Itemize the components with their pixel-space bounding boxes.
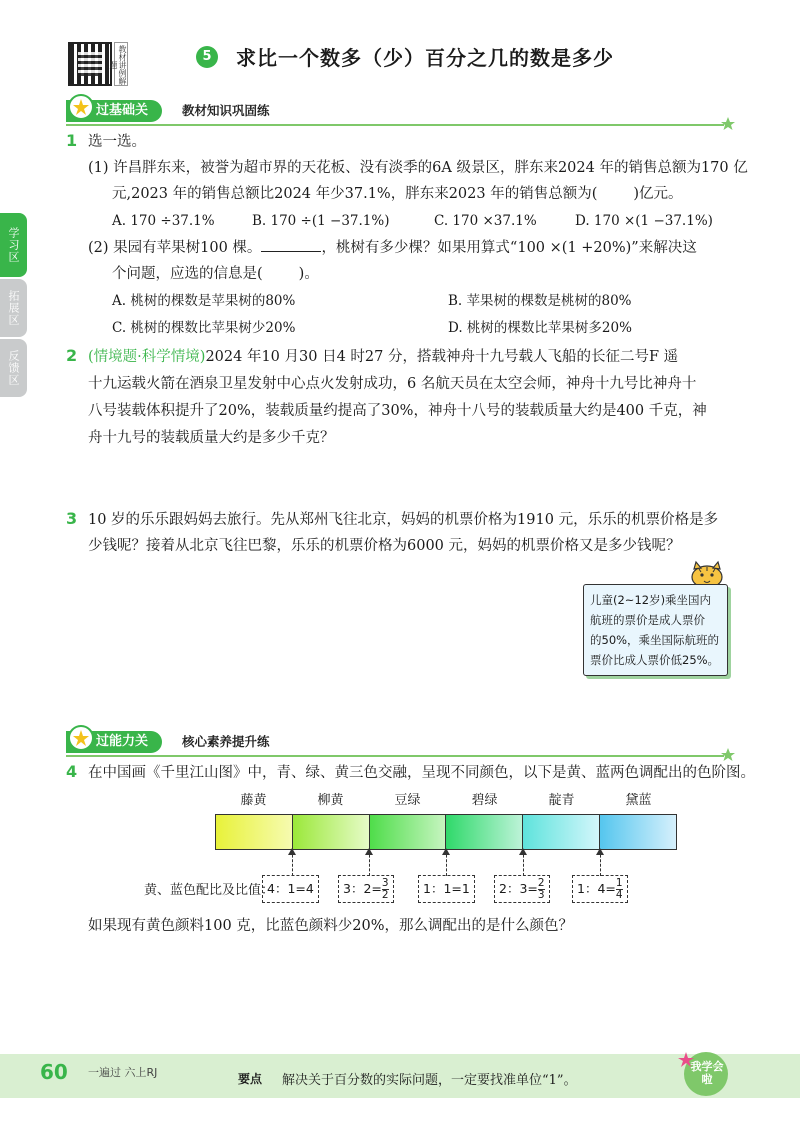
star-badge-icon bbox=[68, 725, 94, 751]
badge-sticker bbox=[676, 1046, 734, 1098]
tab-feedback[interactable]: 反馈区 bbox=[0, 339, 27, 397]
option-d[interactable]: D. 170 ×(1 −37.1%) bbox=[575, 213, 713, 229]
hint-line: 票价比成人票价低25%。 bbox=[590, 653, 720, 667]
arrow-icon bbox=[600, 850, 601, 876]
color-name: 柳黄 bbox=[317, 793, 344, 808]
q1-p2-line2-text: 个问题，应选的信息是( bbox=[112, 266, 263, 282]
q3-line2: 少钱呢？接着从北京飞往巴黎，乐乐的机票价格为6000 元，妈妈的机票价格又是多少钱呢？ bbox=[88, 538, 681, 554]
option-c[interactable]: C. 桃树的棵数比苹果树少20% bbox=[112, 320, 296, 336]
denominator: 3 bbox=[537, 889, 545, 901]
arrow-icon bbox=[446, 850, 447, 876]
q2-line4: 舟十九号的装载质量大约是多少千克？ bbox=[88, 430, 335, 446]
option-d[interactable]: D. 桃树的棵数比苹果树多20% bbox=[448, 320, 632, 336]
question-head: 选一选。 bbox=[88, 134, 146, 150]
star-icon bbox=[720, 116, 736, 132]
question-tag: (情境题·科学情境) bbox=[88, 349, 206, 365]
q2-line1 bbox=[88, 347, 678, 368]
qr-code[interactable] bbox=[68, 42, 112, 86]
q1-p2-line1b: ，桃树有多少棵？如果用算式“100 ×(1 +20%)”来解决这 bbox=[321, 240, 697, 256]
side-tabs bbox=[0, 213, 27, 399]
ratio-box: 4：1=4 bbox=[262, 875, 319, 903]
brand-label: 一遍过 六上RJ bbox=[88, 1066, 158, 1079]
ratio-box: 1：1=1 bbox=[418, 875, 475, 903]
ratio-box bbox=[494, 875, 550, 903]
color-swatch-tenghuang bbox=[216, 815, 293, 849]
fraction bbox=[616, 878, 623, 901]
section-subtitle: 教材知识巩固练 bbox=[182, 103, 270, 118]
footer bbox=[0, 1054, 800, 1098]
option-b[interactable]: B. 170 ÷(1 −37.1%) bbox=[252, 213, 390, 229]
denominator: 4 bbox=[615, 889, 623, 901]
star-badge-icon bbox=[68, 94, 94, 120]
option-a[interactable]: A. 桃树的棵数是苹果树的80% bbox=[112, 293, 296, 309]
color-name: 藤黄 bbox=[240, 793, 267, 808]
page-number: 60 bbox=[40, 1060, 68, 1084]
hint-line: 的50%，乘坐国际航班的 bbox=[590, 633, 720, 647]
question-number: 4 bbox=[66, 762, 78, 781]
ratio-box bbox=[338, 875, 394, 903]
section-header-basic bbox=[66, 100, 736, 122]
sticker-label: 我学会啦 bbox=[690, 1060, 724, 1086]
ratio-text: 1：4= bbox=[577, 881, 616, 896]
tab-study[interactable]: 学习区 bbox=[0, 213, 27, 277]
q1-p2-line2 bbox=[112, 264, 319, 285]
hint-line: 航班的票价是成人票价 bbox=[590, 613, 705, 627]
q1-p2-line1a: (2) 果园有苹果树100 棵。 bbox=[88, 240, 262, 256]
q2-line2: 十九运载火箭在酒泉卫星发射中心点火发射成功，6 名航天员在太空会师，神舟十九号比神舟十 bbox=[88, 376, 697, 392]
color-name: 靛青 bbox=[548, 793, 575, 808]
hint-box bbox=[583, 584, 728, 676]
question-number: 2 bbox=[66, 346, 78, 365]
section-subtitle: 核心素养提升练 bbox=[182, 734, 270, 749]
arrow-icon bbox=[292, 850, 293, 876]
fraction bbox=[538, 878, 545, 901]
page-title: 求比一个数多（少）百分之几的数是多少 bbox=[236, 46, 614, 70]
numerator: 2 bbox=[537, 877, 545, 889]
section-tag bbox=[66, 100, 162, 122]
divider bbox=[66, 755, 724, 757]
color-swatch-bilv bbox=[446, 815, 523, 849]
color-name: 豆绿 bbox=[394, 793, 421, 808]
q3-line1: 10 岁的乐乐跟妈妈去旅行。先从郑州飞往北京，妈妈的机票价格为1910 元，乐乐的机票价格是多 bbox=[88, 512, 719, 528]
question-number: 1 bbox=[66, 131, 78, 150]
key-point-label: 要点 bbox=[238, 1072, 263, 1086]
star-icon bbox=[720, 747, 736, 763]
option-b[interactable]: B. 苹果树的棵数是桃树的80% bbox=[448, 293, 632, 309]
fill-blank[interactable] bbox=[261, 238, 321, 252]
lesson-number: 5 bbox=[196, 46, 218, 68]
ratio-box bbox=[572, 875, 628, 903]
q1-p1-line2 bbox=[112, 184, 683, 205]
q2-line3: 八号装载体积提升了20%，装载质量约提高了30%，神舟十八号的装载质量大约是400 千克，神 bbox=[88, 403, 707, 419]
fraction bbox=[382, 878, 389, 901]
qr-caption: 教材讲例解题 bbox=[114, 42, 128, 86]
color-swatch-liuhuang bbox=[293, 815, 370, 849]
q1-p2-line2-end: )。 bbox=[298, 266, 319, 282]
divider bbox=[66, 124, 724, 126]
key-point-text: 解决关于百分数的实际问题，一定要找准单位“1”。 bbox=[282, 1073, 577, 1088]
q1-p2-line1 bbox=[88, 238, 697, 259]
color-swatch-doulv bbox=[370, 815, 447, 849]
arrow-icon bbox=[523, 850, 524, 876]
color-name: 碧绿 bbox=[471, 793, 498, 808]
q4-line1: 在中国画《千里江山图》中，青、绿、黄三色交融，呈现不同颜色，以下是黄、蓝两色调配出的色阶图。 bbox=[88, 765, 755, 781]
denominator: 2 bbox=[381, 889, 389, 901]
color-name: 黛蓝 bbox=[625, 793, 652, 808]
question-number: 3 bbox=[66, 509, 78, 528]
arrow-icon bbox=[369, 850, 370, 876]
numerator: 1 bbox=[615, 877, 623, 889]
q1-p1-line2-end: )亿元。 bbox=[633, 186, 683, 202]
color-swatch-dailan bbox=[600, 815, 676, 849]
section-tag bbox=[66, 731, 162, 753]
ratio-label: 黄、蓝色配比及比值： bbox=[144, 883, 275, 898]
q1-p1-line2-text: 元,2023 年的销售总额比2024 年少37.1%，胖东来2023 年的销售总额为( bbox=[112, 186, 598, 202]
hint-line: 儿童(2~12岁)乘坐国内 bbox=[590, 593, 712, 607]
q4-question: 如果现有黄色颜料100 克，比蓝色颜料少20%，那么调配出的是什么颜色？ bbox=[88, 918, 574, 934]
color-swatch-dianqing bbox=[523, 815, 600, 849]
section-tag-label: 过能力关 bbox=[96, 734, 149, 749]
color-gradient-strip bbox=[215, 814, 677, 850]
numerator: 3 bbox=[381, 877, 389, 889]
tab-extend[interactable]: 拓展区 bbox=[0, 279, 27, 337]
ratio-text: 3：2= bbox=[343, 881, 382, 896]
ratio-text: 2：3= bbox=[499, 881, 538, 896]
q2-line1-text: 2024 年10 月30 日4 时27 分，搭载神舟十九号载人飞船的长征二号F 遥 bbox=[205, 349, 679, 365]
q1-p1-line1: (1) 许昌胖东来，被誉为超市界的天花板、没有淡季的6A 级景区，胖东来2024 年的销售总额为170 亿 bbox=[88, 160, 748, 176]
section-tag-label: 过基础关 bbox=[96, 103, 149, 118]
option-c[interactable]: C. 170 ×37.1% bbox=[434, 213, 537, 229]
option-a[interactable]: A. 170 ÷37.1% bbox=[112, 213, 215, 229]
section-header-ability bbox=[66, 731, 736, 753]
